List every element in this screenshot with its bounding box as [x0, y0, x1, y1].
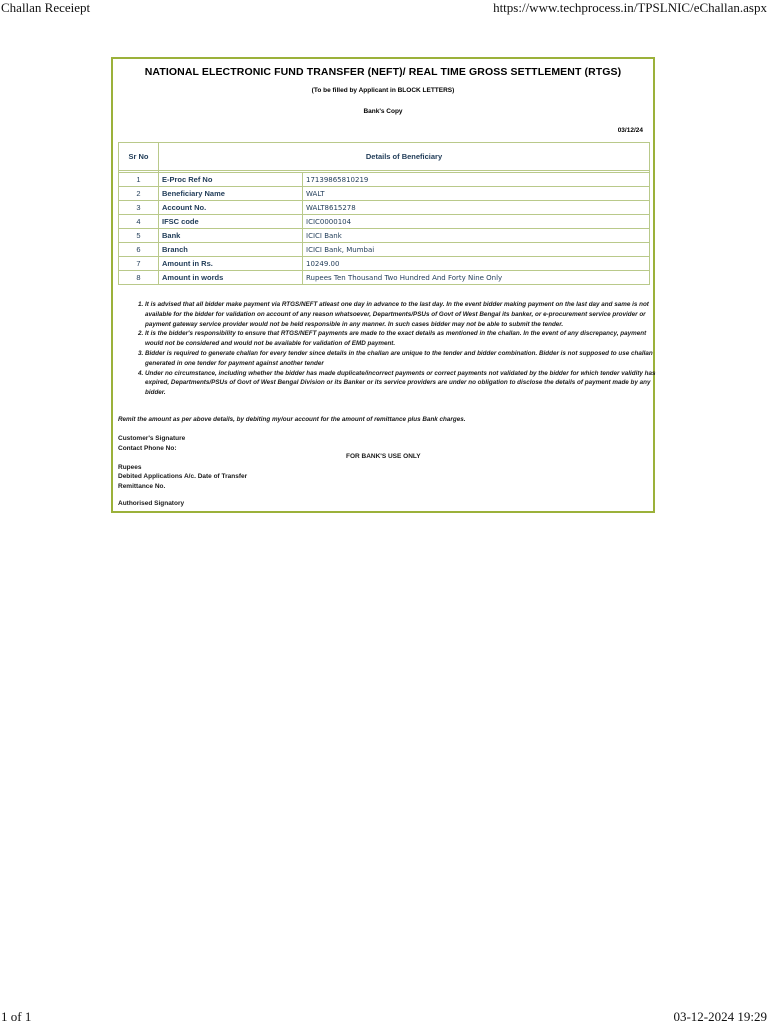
row-label: Bank	[159, 229, 303, 243]
row-sr-no: 5	[119, 229, 159, 243]
signature-block	[118, 434, 247, 492]
row-sr-no: 2	[119, 187, 159, 201]
debited-label: Debited Applications A/c. Date of Transfer	[118, 473, 248, 481]
row-sr-no: 1	[119, 173, 159, 187]
row-sr-no: 3	[119, 201, 159, 215]
print-timestamp: 03-12-2024 19:29	[673, 1009, 767, 1024]
instruction-item: 1. It is advised that all bidder make payment via RTGS/NEFT atleast one day in advance to the last day. In the event bidder making payment on the last day and same is not available for the bidder for validation on account of any reason whatsoever, Departments/PSUs of Govt of West Bengal its banker, or e-procurement service provider or payment gateway service provider would not be held responsible in any manner. In such cases bidder may not be able to submit the tender.	[145, 300, 657, 329]
page-count: 1 of 1	[1, 1009, 32, 1024]
row-label: Account No.	[159, 201, 303, 215]
beneficiary-rows	[119, 171, 650, 285]
row-sr-no: 8	[119, 271, 159, 285]
authorised-signatory-label: Authorised Signatory	[118, 500, 185, 507]
customer-signature-label: Customer's Signature	[118, 435, 186, 442]
beneficiary-table	[118, 142, 650, 285]
copy-label: Bank's Copy	[363, 108, 403, 115]
row-sr-no: 6	[119, 243, 159, 257]
rupees-label: Rupees	[118, 463, 142, 471]
row-value: ICICI Bank	[303, 229, 650, 243]
table-row	[119, 201, 650, 215]
table-row	[119, 257, 650, 271]
row-value: WALT8615278	[303, 201, 650, 215]
table-row	[119, 243, 650, 257]
sr-no-header: Sr No	[119, 143, 159, 171]
row-value: 17139865810219	[303, 173, 650, 187]
row-label: Branch	[159, 243, 303, 257]
table-row	[119, 187, 650, 201]
table-row	[119, 229, 650, 243]
contact-phone-label: Contact Phone No:	[118, 444, 177, 452]
details-header: Details of Beneficiary	[159, 143, 650, 171]
row-value: 10249.00	[303, 257, 650, 271]
row-sr-no: 7	[119, 257, 159, 271]
row-value: Rupees Ten Thousand Two Hundred And Forty Nine Only	[303, 271, 650, 285]
instruction-item: 3. Bidder is required to generate challan for every tender since details in the challan are unique to the tender and bidder combination. Bidder is not supposed to use challan generated in one tender for payment against another tender	[145, 349, 657, 369]
remittance-label: Remittance No.	[118, 482, 166, 490]
instructions-list	[133, 300, 657, 398]
challan-subtitle: (To be filled by Applicant in BLOCK LETTERS)	[311, 87, 455, 94]
challan-title: NATIONAL ELECTRONIC FUND TRANSFER (NEFT)/ REAL TIME GROSS SETTLEMENT (RTGS)	[144, 66, 622, 78]
remit-instruction: Remit the amount as per above details, by debiting my/our account for the amount of remittance plus Bank charges.	[118, 416, 466, 423]
table-row	[119, 215, 650, 229]
print-header-url: https://www.techprocess.in/TPSLNIC/eChallan.aspx	[493, 0, 767, 15]
instruction-item: 2. It is the bidder's responsibility to ensure that RTGS/NEFT payments are made to the exact details as mentioned in the challan. In the event of any discrepancy, payment would not be considered and would not be available for validation of EMD payment.	[145, 329, 657, 349]
bank-use-label: FOR BANK'S USE ONLY	[346, 453, 421, 460]
row-label: Amount in Rs.	[159, 257, 303, 271]
row-label: IFSC code	[159, 215, 303, 229]
row-label: E-Proc Ref No	[159, 173, 303, 187]
row-sr-no: 4	[119, 215, 159, 229]
row-label: Beneficiary Name	[159, 187, 303, 201]
row-value: ICIC0000104	[303, 215, 650, 229]
row-value: WALT	[303, 187, 650, 201]
row-label: Amount in words	[159, 271, 303, 285]
table-row	[119, 271, 650, 285]
instruction-item: 4. Under no circumstance, including whether the bidder has made duplicate/incorrect payments or correct payments not validated by the bidder for which tender validity has expired, Departments/PSUs of Govt of West Bengal Division or its Banker or its service providers are under no obligation to disclose the details of payment made by any bidder.	[145, 369, 657, 398]
row-value: ICICI Bank, Mumbai	[303, 243, 650, 257]
print-header-title: Challan Receiept	[1, 0, 91, 15]
table-header-row	[119, 143, 650, 171]
challan-date: 03/12/24	[617, 127, 643, 134]
challan-frame	[111, 57, 655, 513]
table-row	[119, 173, 650, 187]
